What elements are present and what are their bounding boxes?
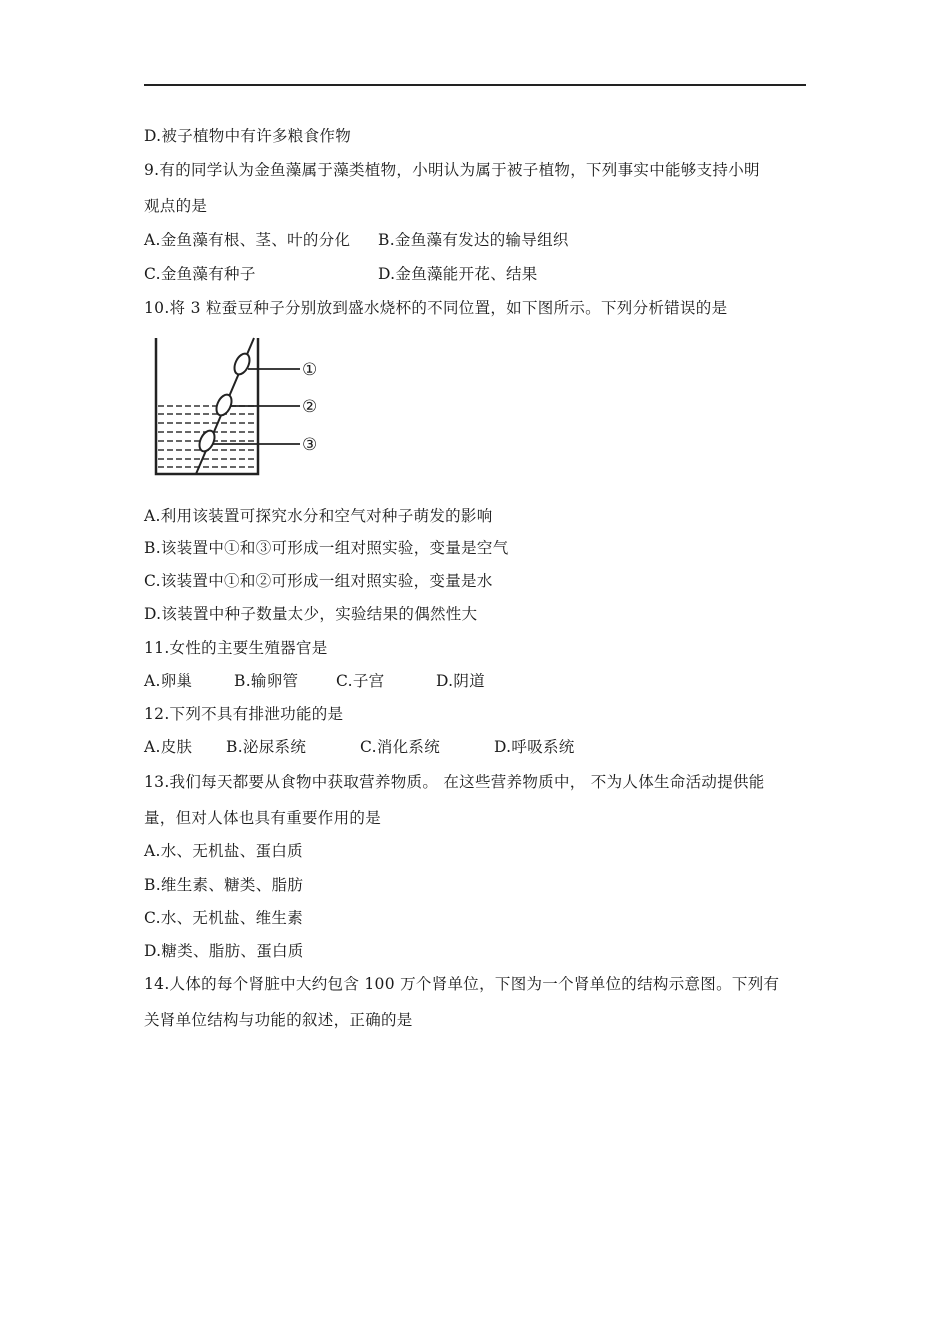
q11-options-row [144,671,485,691]
figure-label-2: ② [302,397,318,417]
q10-option-a[interactable]: A.利用该装置可探究水分和空气对种子萌发的影响 [144,507,493,525]
figure-label-1: ① [302,360,318,380]
q9-stem-line2: 观点的是 [144,197,208,215]
q13-option-b[interactable]: B.维生素、糖类、脂肪 [144,876,304,894]
q13-stem-line1: 13.我们每天都要从食物中获取营养物质。 在这些营养物质中， 不为人体生命活动提供能 [144,773,765,791]
q8-option-d[interactable]: D.被子植物中有许多粮食作物 [144,127,352,145]
q10-stem: 10.将 3 粒蚕豆种子分别放到盛水烧杯的不同位置，如下图所示。下列分析错误的是 [144,299,728,317]
q10-beaker-figure [150,334,330,486]
q9-option-c[interactable]: C.金鱼藻有种子 [144,265,256,283]
q9-options-row2 [144,264,538,284]
q11-option-d[interactable]: D.阴道 [436,672,486,690]
q9-option-b[interactable]: B.金鱼藻有发达的输导组织 [378,231,569,249]
q11-option-b[interactable]: B.输卵管 [234,672,299,690]
q12-option-d[interactable]: D.呼吸系统 [494,738,575,756]
q14-stem-line1: 14.人体的每个肾脏中大约包含 100 万个肾单位，下图为一个肾单位的结构示意图。下列有 [144,975,780,993]
q12-option-a[interactable]: A.皮肤 [144,738,193,756]
q11-stem: 11.女性的主要生殖器官是 [144,639,328,657]
q13-stem-line2: 量，但对人体也具有重要作用的是 [144,809,382,827]
q12-stem: 12.下列不具有排泄功能的是 [144,705,344,723]
q14-stem-line2: 关肾单位结构与功能的叙述，正确的是 [144,1011,413,1029]
q9-option-a[interactable]: A.金鱼藻有根、茎、叶的分化 [144,231,351,249]
q12-option-b[interactable]: B.泌尿系统 [226,738,307,756]
q10-option-d[interactable]: D.该装置中种子数量太少，实验结果的偶然性大 [144,605,478,623]
header-rule [144,84,806,86]
beaker-diagram [150,334,330,482]
q10-option-c[interactable]: C.该装置中①和②可形成一组对照实验，变量是水 [144,572,493,590]
q13-option-c[interactable]: C.水、无机盐、维生素 [144,909,304,927]
q11-option-a[interactable]: A.卵巢 [144,672,193,690]
q9-stem-line1: 9.有的同学认为金鱼藻属于藻类植物，小明认为属于被子植物，下列事实中能够支持小明 [144,161,760,179]
q12-option-c[interactable]: C.消化系统 [360,738,441,756]
seed-1 [231,351,252,376]
q9-options-row1 [144,230,569,250]
q11-option-c[interactable]: C.子宫 [336,672,385,690]
q13-option-a[interactable]: A.水、无机盐、蛋白质 [144,842,303,860]
figure-label-3: ③ [302,435,318,455]
q12-options-row [144,737,575,757]
q9-option-d[interactable]: D.金鱼藻能开花、结果 [378,265,538,283]
q13-option-d[interactable]: D.糖类、脂肪、蛋白质 [144,942,304,960]
q10-option-b[interactable]: B.该装置中①和③可形成一组对照实验，变量是空气 [144,539,509,557]
